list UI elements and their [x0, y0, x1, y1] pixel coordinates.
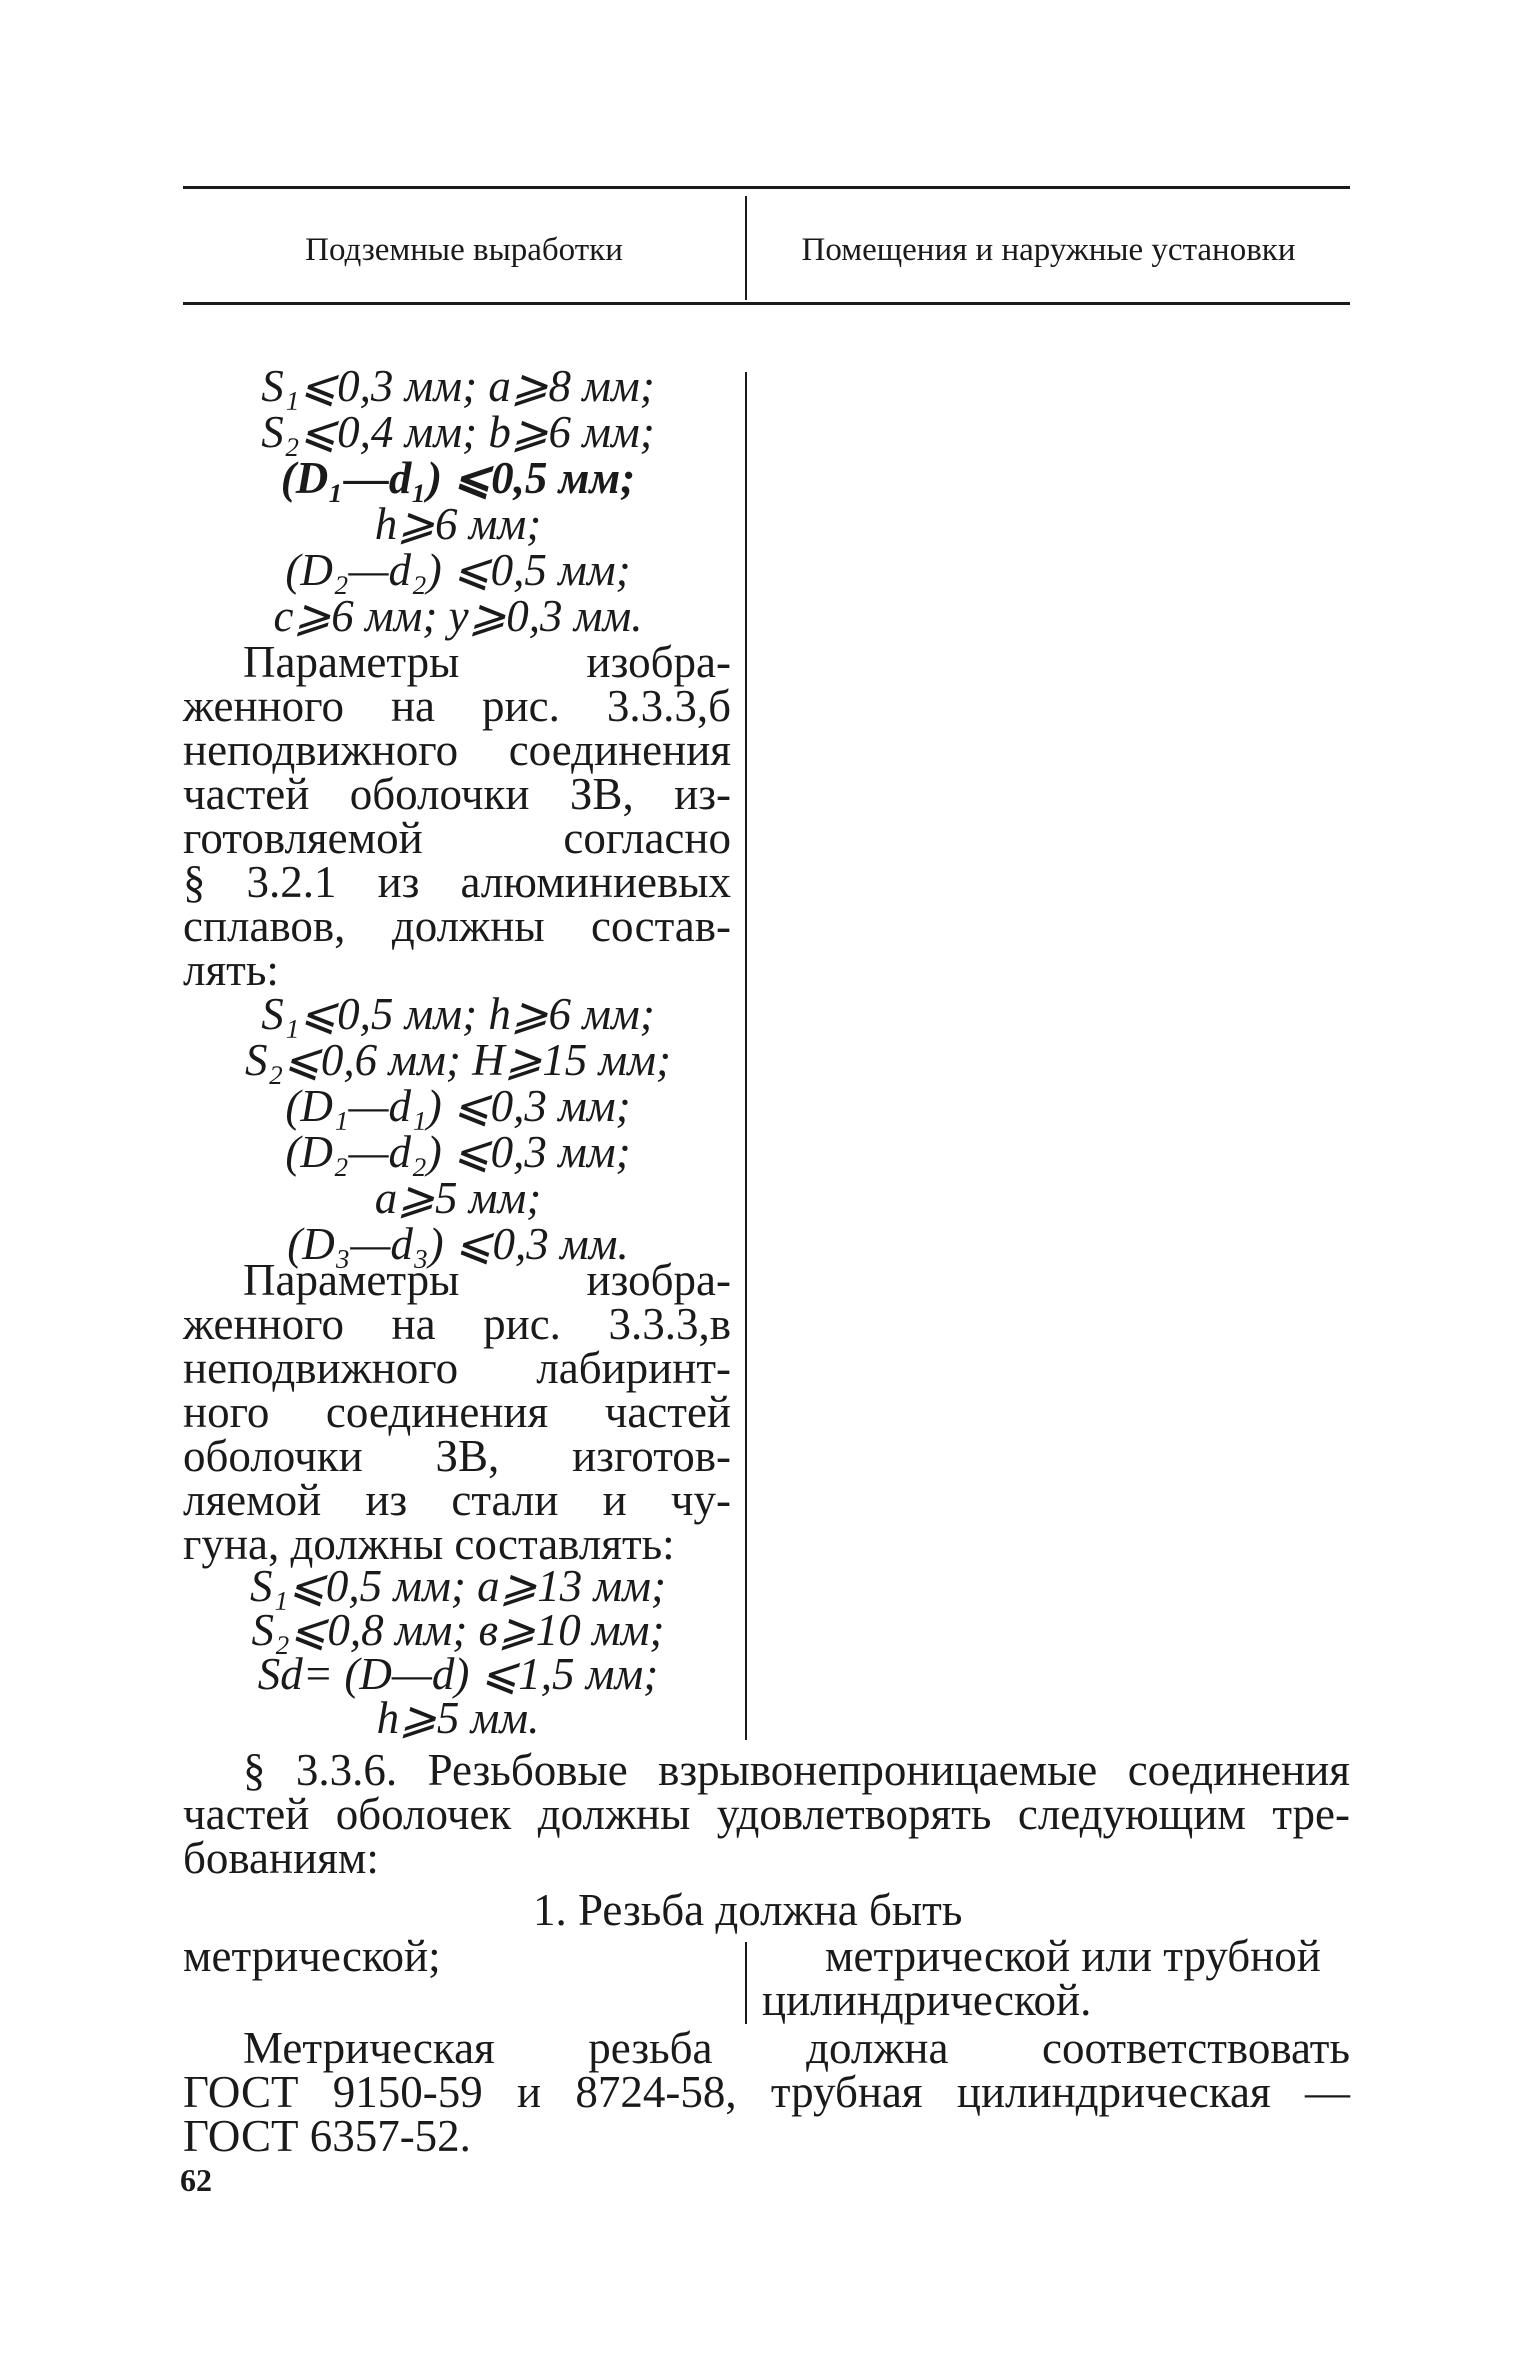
section-336-line-3: бованиям: [183, 1833, 379, 1883]
para-c-line-3: неподвижного лабиринт- [183, 1343, 731, 1393]
formula-c-2: S₂⩽0,8 мм; в⩾10 мм; [251, 1605, 665, 1655]
formula-a-4: h⩾6 мм; [374, 499, 542, 549]
formula-c-4: h⩾5 мм. [376, 1693, 540, 1743]
item1-column-divider [745, 1942, 747, 2024]
para-c-line-5: оболочки ЗВ, изготов- [183, 1431, 731, 1481]
gost-line-3: ГОСТ 6357-52. [183, 2111, 471, 2161]
header-bottom-rule [183, 302, 1350, 305]
formula-a-1: S₁⩽0,3 мм; a⩾8 мм; [261, 361, 655, 411]
header-left-cell: Подземные выработки [305, 232, 623, 268]
header-column-divider [745, 196, 747, 300]
para-b-line-5: готовляемой согласно [183, 813, 731, 863]
body-column-divider [745, 372, 747, 1740]
formula-a-3: (D₁—d₁) ⩽0,5 мм; [280, 453, 636, 503]
para-b-line-7: сплавов, должны состав- [183, 901, 731, 951]
para-b-line-4: частей оболочки ЗВ, из- [183, 769, 731, 819]
header-top-rule [183, 186, 1350, 189]
para-c-line-1: Параметры изобра- [243, 1255, 731, 1305]
formula-b-1: S₁⩽0,5 мм; h⩾6 мм; [261, 989, 655, 1039]
page-number: 62 [180, 2162, 212, 2198]
formula-a-2: S₂⩽0,4 мм; b⩾6 мм; [261, 407, 655, 457]
formula-b-5: a⩾5 мм; [374, 1173, 542, 1223]
section-336-line-1: § 3.3.6. Резьбовые взрывонепроницаемые соединения [243, 1745, 1350, 1795]
gost-line-2: ГОСТ 9150-59 и 8724-58, трубная цилиндрическая — [183, 2067, 1350, 2117]
item1-right-line-2: цилиндрической. [762, 1975, 1092, 2025]
para-b-line-3: неподвижного соединения [183, 725, 731, 775]
para-b-line-2: женного на рис. 3.3.3,б [183, 681, 731, 731]
formula-b-3: (D₁—d₁) ⩽0,3 мм; [285, 1081, 631, 1131]
para-b-line-1: Параметры изобра- [243, 637, 731, 687]
formula-b-6: (D₃—d₃) ⩽0,3 мм. [287, 1219, 629, 1269]
formula-c-1: S₁⩽0,5 мм; a⩾13 мм; [250, 1561, 666, 1611]
header-right-cell: Помещения и наружные установки [801, 232, 1296, 268]
para-c-line-7: гуна, должны составлять: [183, 1519, 675, 1569]
section-336-line-2: частей оболочек должны удовлетворять следующим тре- [183, 1789, 1350, 1839]
formula-b-2: S₂⩽0,6 мм; H⩾15 мм; [245, 1035, 671, 1085]
gost-line-1: Метрическая резьба должна соответствовать [243, 2023, 1350, 2073]
para-b-line-8: лять: [183, 945, 279, 995]
item1-left: метрической; [183, 1931, 441, 1981]
para-c-line-2: женного на рис. 3.3.3,в [183, 1299, 731, 1349]
item1-lead: 1. Резьба должна быть [533, 1885, 963, 1935]
formula-b-4: (D₂—d₂) ⩽0,3 мм; [285, 1127, 631, 1177]
formula-c-3: Sd= (D—d) ⩽1,5 мм; [257, 1649, 659, 1699]
para-c-line-4: ного соединения частей [183, 1387, 731, 1437]
formula-a-5: (D₂—d₂) ⩽0,5 мм; [285, 545, 631, 595]
formula-a-6: c⩾6 мм; y⩾0,3 мм. [273, 591, 643, 641]
item1-right-line-1: метрической или трубной [825, 1931, 1321, 1981]
para-c-line-6: ляемой из стали и чу- [183, 1475, 731, 1525]
para-b-line-6: § 3.2.1 из алюминиевых [183, 857, 731, 907]
